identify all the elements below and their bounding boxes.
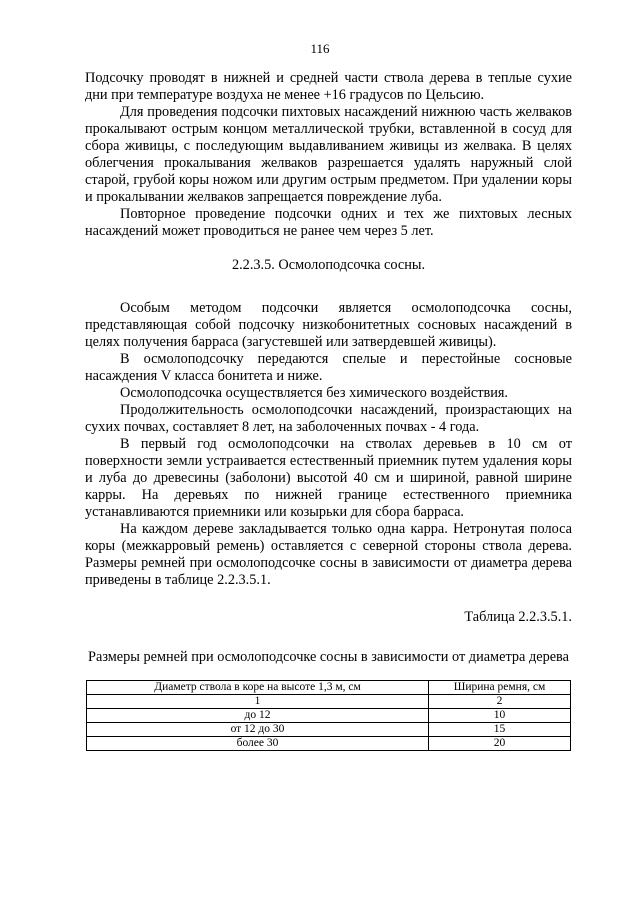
column-header-diameter: Диаметр ствола в коре на высоте 1,3 м, см bbox=[87, 681, 429, 695]
column-number: 2 bbox=[429, 695, 571, 709]
section-heading: 2.2.3.5. Осмолоподсочка сосны. bbox=[231, 257, 426, 273]
paragraph: В первый год осмолоподсочки на стволах деревьев в 10 см от поверхности земли устраивается естественный приемник путем удаления коры и луба до древесины (заболони) высотой 40 см и шириной, равной ширине карры. На деревьях по нижней границе естественного приемника устанавливаются приемники или козырьки для сбора барраса. bbox=[85, 436, 572, 520]
table-row bbox=[87, 723, 571, 737]
paragraph: Особым методом подсочки является осмолоподсочка сосны, представляющая собой подсочку низкобонитетных сосновых насаждений в целях получения барраса (загустевшей или затвердевшей живицы). bbox=[85, 300, 572, 350]
document-body bbox=[85, 70, 572, 751]
table-title: Размеры ремней при осмолоподсочке сосны в зависимости от диаметра дерева bbox=[88, 649, 569, 665]
table-header-row bbox=[87, 681, 571, 695]
table-cell-belt-width: 10 bbox=[429, 709, 571, 723]
table-cell-diameter: более 30 bbox=[87, 737, 429, 751]
paragraph: Продолжительность осмолоподсочки насаждений, произрастающих на сухих почвах, составляет 8 лет, на заболоченных почвах - 4 года. bbox=[85, 402, 572, 435]
table-cell-diameter: до 12 bbox=[87, 709, 429, 723]
page-number: 116 bbox=[310, 41, 330, 56]
paragraph: На каждом дереве закладывается только одна карра. Нетронутая полоса коры (межкарровый ремень) оставляется с северной стороны ствола дерева. Размеры ремней при осмолоподсочке сосны в зависимости от диаметра дерева приведены в таблице 2.2.3.5.1. bbox=[85, 521, 572, 588]
paragraph: Для проведения подсочки пихтовых насаждений нижнюю часть желваков прокалывают острым концом металлической трубки, вставленной в сосуд для сбора живицы, с последующим выдавливанием живицы из желвака. В целях облегчения прокалывания желваков разрешается удалять наружный слой старой, грубой коры ножом или другим острым предметом. При удалении коры и прокалывании желваков запрещается повреждение луба. bbox=[85, 104, 572, 205]
belt-size-table bbox=[86, 680, 571, 751]
table-label: Таблица 2.2.3.5.1. bbox=[464, 609, 572, 625]
column-header-belt-width: Ширина ремня, см bbox=[429, 681, 571, 695]
paragraph: В осмолоподсочку передаются спелые и перестойные сосновые насаждения V класса бонитета и ниже. bbox=[85, 351, 572, 384]
table-numbering-row bbox=[87, 695, 571, 709]
paragraph: Повторное проведение подсочки одних и тех же пихтовых лесных насаждений может проводиться не ранее чем через 5 лет. bbox=[85, 206, 572, 239]
column-number: 1 bbox=[87, 695, 429, 709]
table-cell-belt-width: 20 bbox=[429, 737, 571, 751]
paragraph: Осмолоподсочка осуществляется без химического воздействия. bbox=[120, 385, 509, 401]
table-row bbox=[87, 709, 571, 723]
table-row bbox=[87, 737, 571, 751]
table-cell-belt-width: 15 bbox=[429, 723, 571, 737]
table-cell-diameter: от 12 до 30 bbox=[87, 723, 429, 737]
paragraph: Подсочку проводят в нижней и средней части ствола дерева в теплые сухие дни при температуре воздуха не менее +16 градусов по Цельсию. bbox=[85, 70, 572, 103]
